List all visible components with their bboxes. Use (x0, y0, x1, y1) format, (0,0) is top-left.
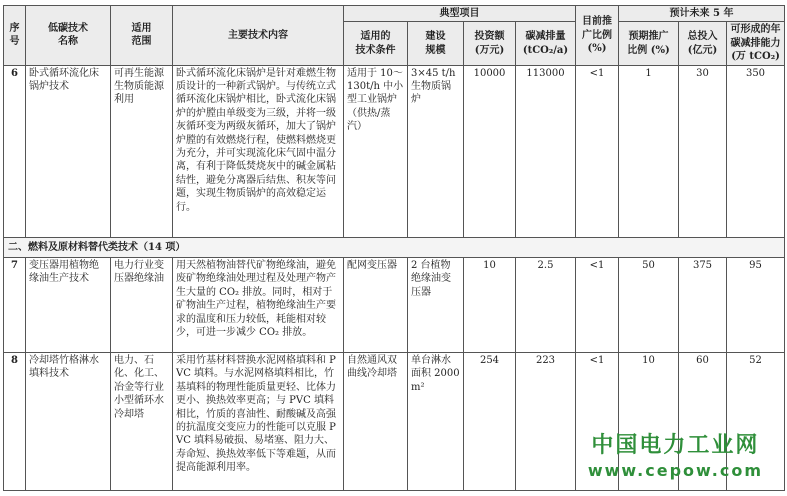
row-tech-name: 卧式循环流化床锅炉技术 (26, 65, 111, 237)
row-investment: 254 (464, 353, 516, 491)
row-scale: 3×45 t/h 生物质锅炉 (408, 65, 464, 237)
row-promo-ratio: <1 (576, 258, 619, 353)
row-seq: 8 (4, 353, 26, 491)
header-expected-ratio: 预期推广 比例 (%) (619, 22, 679, 65)
row-capacity: 52 (727, 353, 785, 491)
row-content: 采用竹基材料替换水泥网格填料和 PVC 填料。与水泥网格填料相比，竹基填料的物理性能质量更轻、比体力更小、换热效率更高；与 PVC 填料相比，竹质的喜油性、耐酸碱及高强的抗温度交变应力的性能可以克服 PVC 填料易破损、易堵塞、阻力大、寿命短、换热效率低下等难题，从而提高能源利用率。 (173, 353, 344, 491)
header-forecast: 预计未来 5 年 (619, 6, 785, 22)
row-scope: 可再生能源生物质能源利用 (111, 65, 173, 237)
header-reduction: 碳减排量 (tCO₂/a) (516, 22, 576, 65)
technology-catalog-table (3, 5, 785, 491)
watermark-url: www.cepow.com (587, 461, 763, 480)
header-capacity: 可形成的年 碳减排能力 (万 tCO₂) (727, 22, 785, 65)
row-promo-ratio: <1 (576, 353, 619, 491)
row-content: 卧式循环流化床锅炉是针对难燃生物质设计的一种新式锅炉。与传统立式循环流化床锅炉相比，卧式流化床锅炉的炉膛由单级变为三级，并将一级灰循环变为两级灰循环，加大了锅炉炉膛的有效燃烧行程，使燃料燃烧更为充分，并可实现流化床气固中温分离，有利于降低焚烧灰中的碱金属粘结性，避免分离器后结焦、积灰等问题，实现生物质锅炉的高效稳定运行。 (173, 65, 344, 237)
row-conditions: 配网变压器 (344, 258, 408, 353)
row-scale: 单台淋水面积 2000m² (408, 353, 464, 491)
section-title: 二、燃料及原材料替代类技术（14 项） (4, 237, 785, 257)
row-promo-ratio: <1 (576, 65, 619, 237)
row-investment: 10 (464, 258, 516, 353)
row-tech-name: 变压器用植物绝缘油生产技术 (26, 258, 111, 353)
row-scope: 电力行业变压器绝缘油 (111, 258, 173, 353)
header-tech-name: 低碳技术 名称 (26, 6, 111, 66)
row-capacity: 95 (727, 258, 785, 353)
row-investment: 10000 (464, 65, 516, 237)
header-scale: 建设 规模 (408, 22, 464, 65)
header-investment: 投资额 (万元) (464, 22, 516, 65)
header-typical-project: 典型项目 (344, 6, 576, 22)
row-capacity: 350 (727, 65, 785, 237)
row-reduction: 113000 (516, 65, 576, 237)
table-row (4, 65, 785, 237)
row-total-invest: 375 (679, 258, 727, 353)
header-total-invest: 总投入 (亿元) (679, 22, 727, 65)
row-expected-ratio: 10 (619, 353, 679, 491)
row-scale: 2 台植物绝缘油变压器 (408, 258, 464, 353)
row-expected-ratio: 1 (619, 65, 679, 237)
row-conditions: 自然通风双曲线冷却塔 (344, 353, 408, 491)
row-expected-ratio: 50 (619, 258, 679, 353)
row-content: 用天然植物油替代矿物绝缘油，避免废矿物绝缘油处理过程及处理产物产生大量的 CO₂ 排放。同时，相对于矿物油生产过程，植物绝缘油生产要求的温度和压力较低，耗能相对较少，可进一步减少 CO₂ 排放。 (173, 258, 344, 353)
section-row (4, 237, 785, 257)
header-seq: 序号 (4, 6, 26, 66)
header-conditions: 适用的 技术条件 (344, 22, 408, 65)
row-reduction: 2.5 (516, 258, 576, 353)
header-promo-ratio: 目前推 广比例 (%) (576, 6, 619, 66)
header-scope: 适用 范围 (111, 6, 173, 66)
row-conditions: 适用于 10～130t/h 中小型工业锅炉（供热/蒸汽） (344, 65, 408, 237)
row-tech-name: 冷却塔竹格淋水填料技术 (26, 353, 111, 491)
table-row (4, 258, 785, 353)
header-row-1 (4, 6, 785, 22)
row-total-invest: 60 (679, 353, 727, 491)
row-reduction: 223 (516, 353, 576, 491)
row-total-invest: 30 (679, 65, 727, 237)
row-seq: 6 (4, 65, 26, 237)
watermark-logo (588, 428, 763, 480)
header-content: 主要技术内容 (173, 6, 344, 66)
row-scope: 电力、石化、化工、冶金等行业小型循环水冷却塔 (111, 353, 173, 491)
row-seq: 7 (4, 258, 26, 353)
watermark-cn: 中国电力工业网 (591, 433, 760, 458)
